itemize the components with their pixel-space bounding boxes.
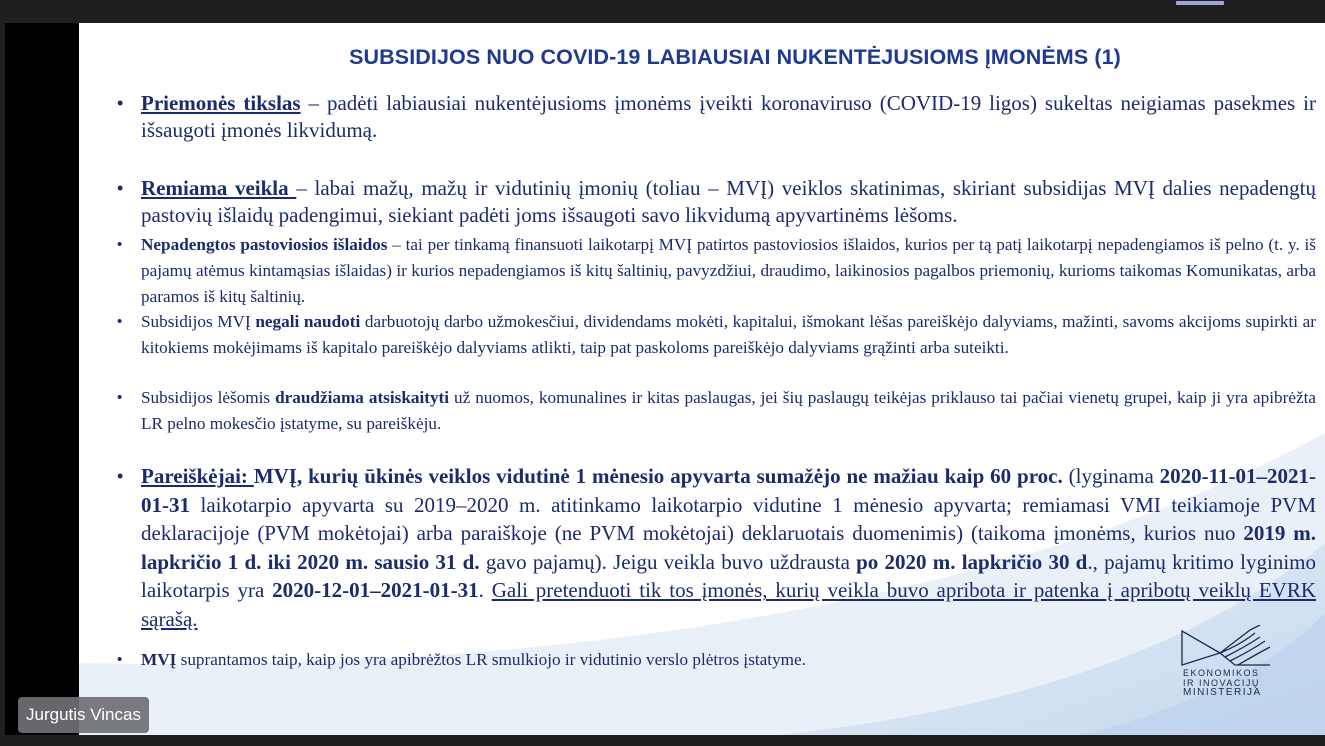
ministry-logo-text — [1183, 668, 1262, 698]
slide-title: SUBSIDIJOS NUO COVID-19 LABIAUSIAI NUKENTĖJUSIOMS ĮMONĖMS (1) — [349, 45, 1121, 69]
video-left-strip — [5, 23, 79, 735]
bullet-text: ., pajamų kritimo lyginimo laikotarpis yra — [141, 549, 1316, 603]
bullet-icon: • — [117, 178, 124, 198]
bullet-icon: • — [117, 313, 123, 330]
logo-line: IR INOVACIJŲ — [1183, 678, 1260, 688]
bullet-remiama-veikla — [117, 175, 1316, 229]
bullet-text: už nuomos, komunalines ir kitas paslaugas, jei šių paslaugų teikėjas priklauso tai pačiai vienetų grupei, kaip ji yra apibrėžta LR pelno mokesčio įstatyme, su pareiškėju. — [141, 388, 1316, 433]
bold-term: MVĮ — [141, 650, 177, 669]
bold-date: po 2020 m. lapkričio 30 d — [856, 549, 1088, 574]
term-heading: Priemonės tikslas — [141, 91, 301, 115]
bullet-text: – tai per tinkamą finansuoti laikotarpį MVĮ patirtos pastoviosios išlaidos, kurios per tą patį laikotarpį nepadengiamos iš pelno (t. y. iš pajamų atėmus kintamąsias išlaidas) ir kurios nepadengiamos iš kitų šaltinių, pavyzdžiui, draudimo, laikinosios pagalbos priemonių, kurioms taikomas Komunikatas, arba paramos iš kitų šaltinių. — [141, 235, 1316, 306]
bullet-text: . — [478, 578, 492, 603]
bullet-text: gavo pajamų). Jeigu veikla buvo uždrausta — [479, 549, 857, 574]
bullet-icon: • — [117, 466, 124, 486]
ministry-logo-icon — [1180, 625, 1325, 670]
bullet-draudziama-atsiskaityti — [117, 385, 1316, 437]
bullet-pareiskejai — [117, 462, 1317, 634]
bullet-text: – labai mažų, mažų ir vidutinių įmonių (toliau – MVĮ) veiklos skatinimas, skiriant subsidijas MVĮ dalies nepadengtų pastovių išlaidų padengimui, siekiant padėti joms išsaugoti savo likvidumą apyvartinėms lėšoms. — [141, 176, 1316, 227]
bold-term: draudžiama atsiskaityti — [275, 388, 450, 407]
bold-date: 2019 m. lapkričio 1 d. iki 2020 m. sausio 31 d. — [141, 521, 1317, 574]
bullet-negali-naudoti — [117, 309, 1316, 361]
underlined-text: Gali pretenduoti tik tos įmonės, kurių veikla buvo apribota ir patenka į apribotų veiklų EVRK sąrašą. — [141, 578, 1317, 631]
bullet-mvi-apibrezimas — [117, 647, 1316, 673]
bold-text: MVĮ, kurių ūkinės veiklos vidutinė 1 mėnesio apyvarta sumažėjo ne mažiau kaip 60 proc. — [253, 464, 1063, 488]
participant-name-label: Jurgutis Vincas — [18, 697, 149, 733]
bullet-text: (lyginama — [1062, 464, 1160, 488]
bullet-priemones-tikslas — [117, 90, 1316, 144]
bullet-nepadengtos-islaidos — [117, 232, 1316, 309]
active-indicator — [1176, 1, 1224, 5]
bullet-text: Subsidijos lėšomis — [141, 388, 276, 407]
bold-term: negali naudoti — [255, 312, 361, 331]
bold-date: 2020-11-01–2021-01-31 — [141, 464, 1316, 517]
meeting-bottom-bar — [0, 735, 1325, 746]
bullet-icon: • — [117, 651, 123, 668]
logo-line: MINISTERIJA — [1183, 687, 1262, 698]
bullet-text: laikotarpio apyvarta su 2019–2020 m. atitinkamo laikotarpio vidutine 1 mėnesio apyvarta; remiamasi VMI teikiamoje PVM deklaracijoje (PVM mokėtojai) arba paraiškoje (ne PVM mokėtojai) deklaruotais duomenimis) (taikoma įmonėms, kurios nuo — [141, 492, 1316, 546]
term-heading: Pareiškėjai: — [141, 464, 254, 488]
bullet-icon: • — [117, 389, 123, 406]
meeting-top-bar — [0, 0, 1325, 22]
bullet-text: Subsidijos MVĮ — [141, 312, 256, 331]
bullet-icon: • — [117, 93, 124, 113]
bullet-text: suprantamos taip, kaip jos yra apibrėžtos LR smulkiojo ir vidutinio verslo plėtros įstatyme. — [176, 650, 806, 669]
shared-slide — [79, 23, 1325, 735]
bullet-text: darbuotojų darbo užmokesčiui, dividendams mokėti, kapitalui, išmokant lėšas pareiškėjo dalyviams, mažinti, savoms akcijoms supirkti ar kitokiems mokėjimams iš kapitalo pareiškėjo dalyviams atlikti, taip pat paskoloms pareiškėjo dalyviams grąžinti arba suteikti. — [141, 312, 1316, 357]
bullet-icon: • — [117, 236, 123, 253]
bullet-text: – padėti labiausiai nukentėjusioms įmonėms įveikti koronaviruso (COVID-19 ligos) sukeltas neigiamas pasekmes ir išsaugoti įmonės likvidumą. — [141, 91, 1316, 142]
term-heading: Remiama veikla — [141, 176, 297, 200]
bold-date: 2020-12-01–2021-01-31 — [272, 578, 479, 603]
logo-line: EKONOMIKOS — [1183, 668, 1260, 678]
bold-term: Nepadengtos pastoviosios išlaidos — [141, 235, 388, 254]
